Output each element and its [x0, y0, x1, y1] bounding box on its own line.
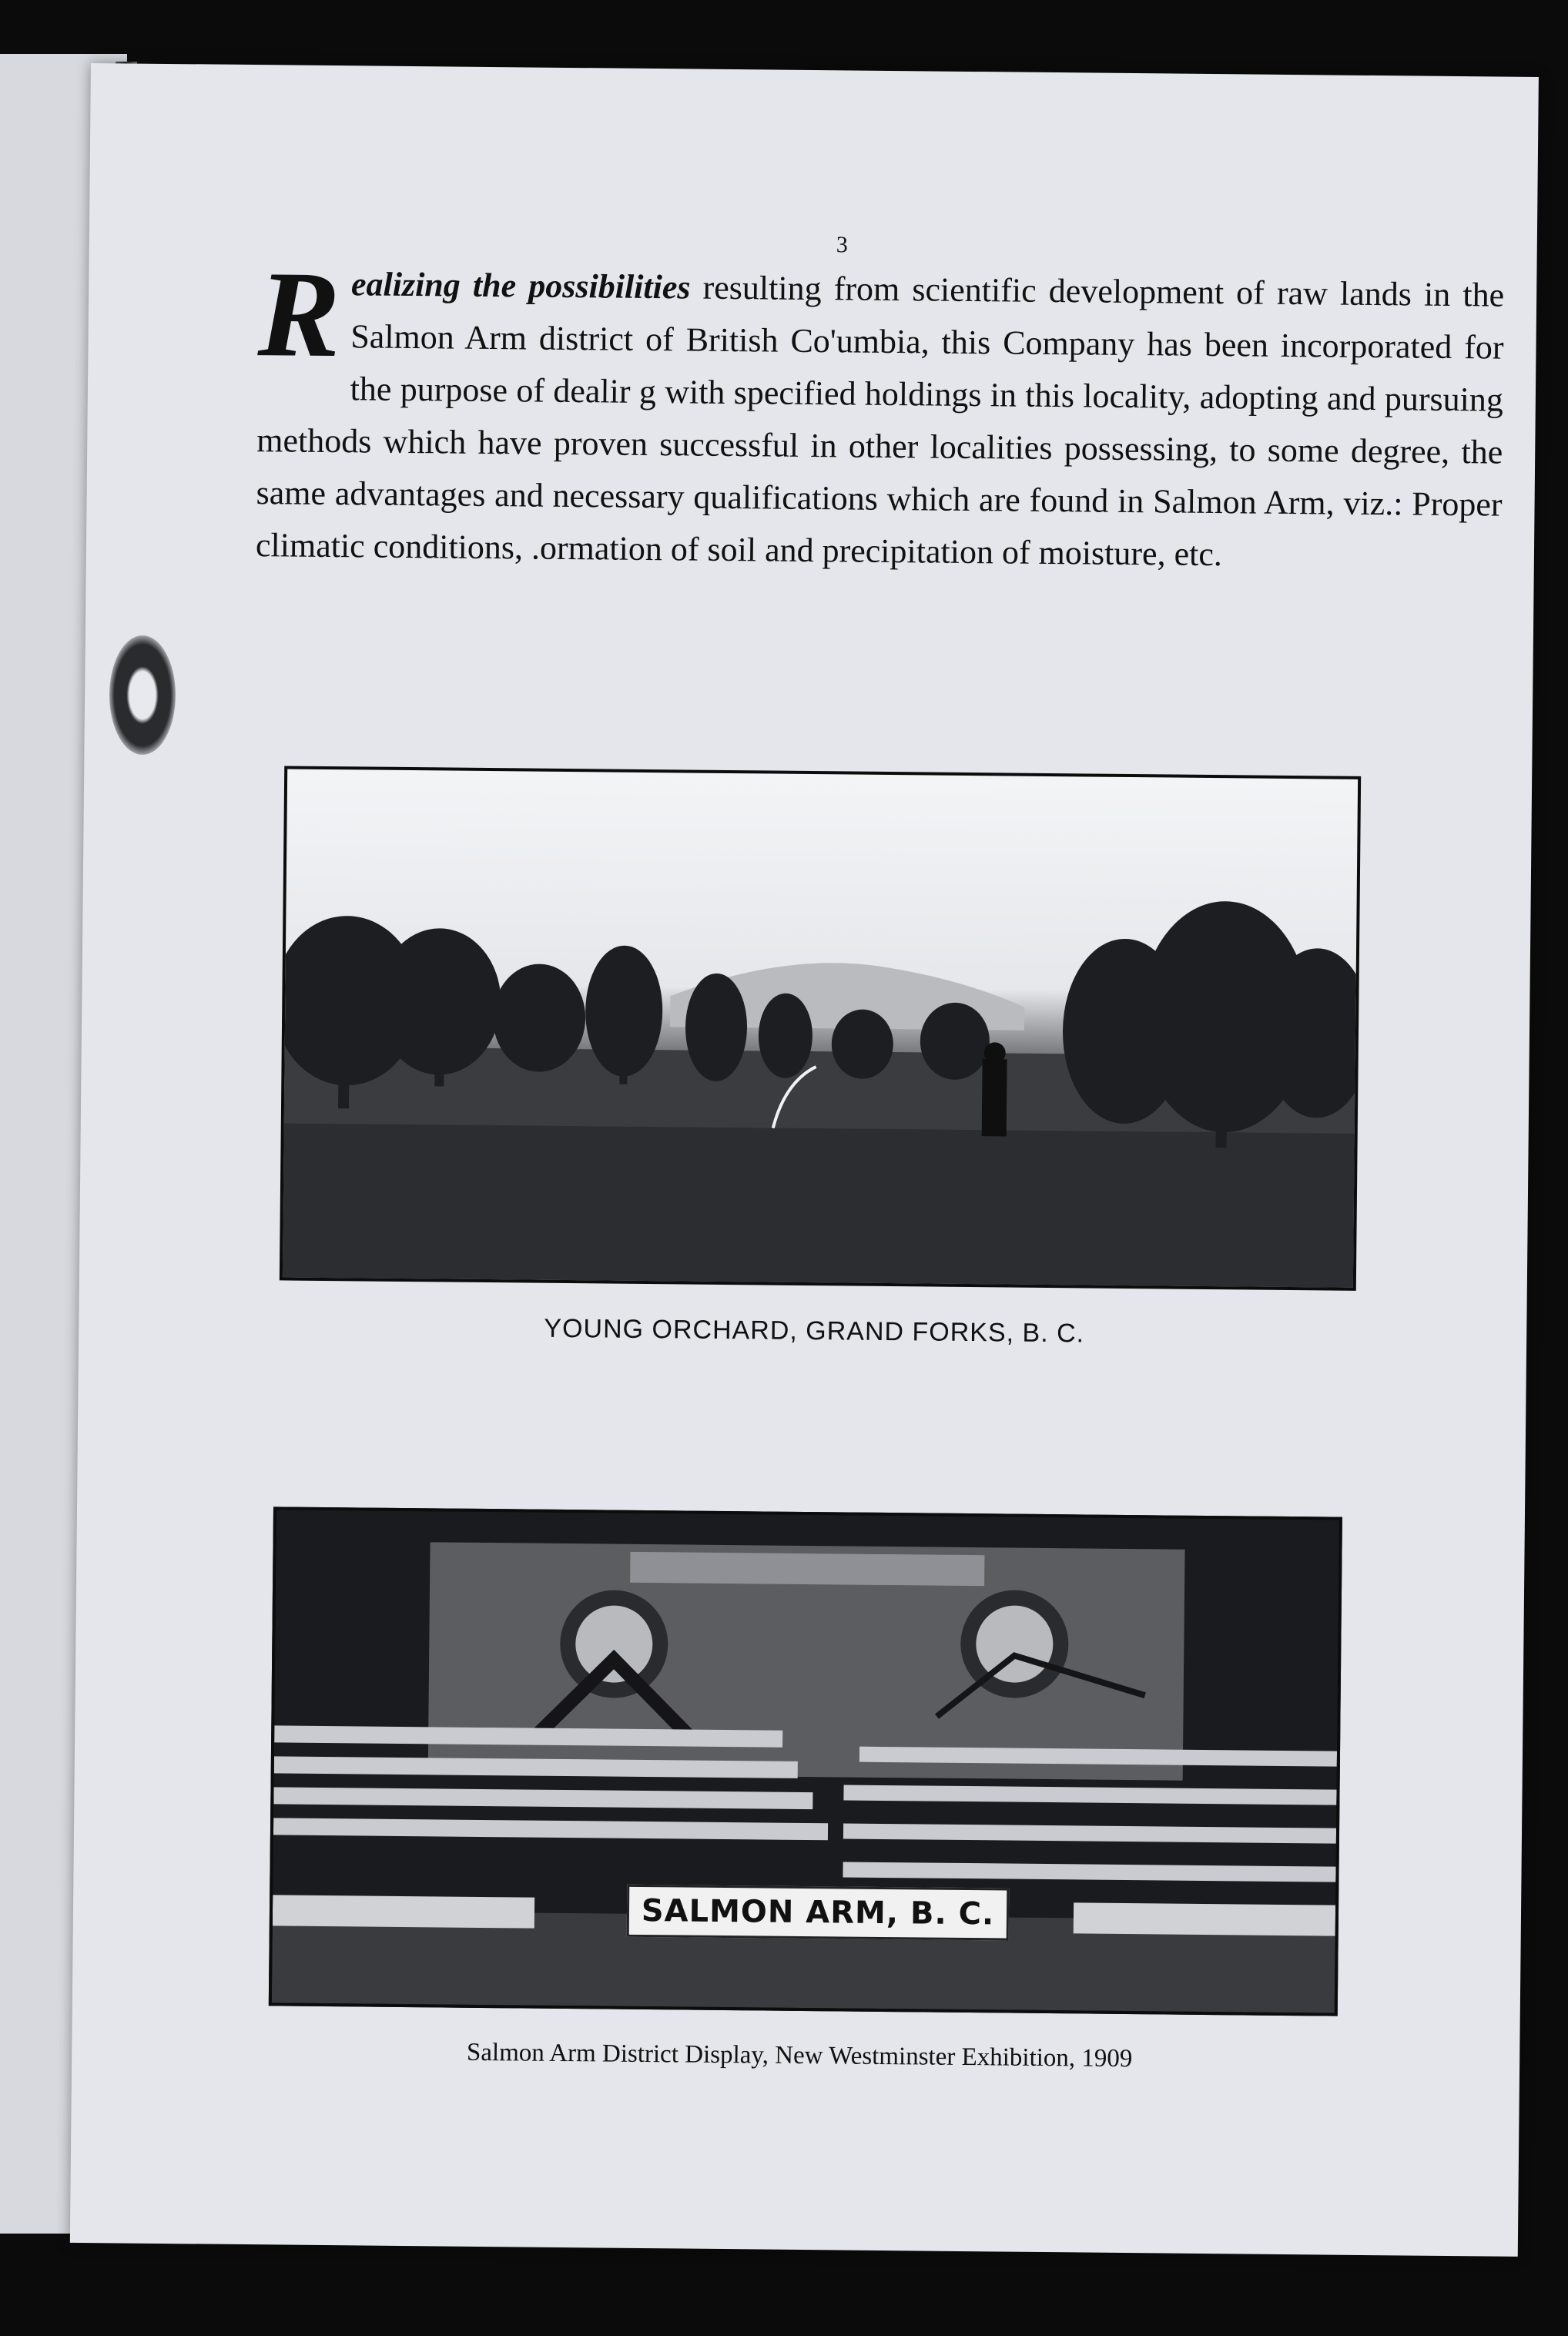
binder-ring — [109, 635, 176, 755]
lead-in-text: ealizing the possibilities — [350, 265, 691, 307]
page-number: 3 — [836, 232, 848, 258]
drop-cap: R — [257, 245, 341, 384]
booklet-page — [70, 63, 1539, 2257]
intro-body-text: resulting from scientific development of raw lands in the Salmon Arm district of British Co'umbia, this Company has been incorporated for the purpose of dealir g with specified holdings in this locality, adopting and pursuing methods which have proven successful in other localities possessing, to some degree, the same advantages and necessary qualifications which are found in Salmon Arm, viz.: Proper climatic conditions, .ormation of soil and precipitation of moisture, etc. — [255, 268, 1505, 574]
exhibition-sign: SALMON ARM, B. C. — [627, 1885, 1010, 1941]
orchard-photo — [280, 766, 1361, 1290]
intro-paragraph — [255, 245, 1505, 584]
orchard-photo-caption: YOUNG ORCHARD, GRAND FORKS, B. C. — [544, 1313, 1085, 1349]
exhibition-display-photo — [269, 1507, 1342, 2016]
exhibition-photo-caption: Salmon Arm District Display, New Westminster Exhibition, 1909 — [466, 2038, 1133, 2073]
orchard-photo-image — [283, 769, 1358, 1287]
